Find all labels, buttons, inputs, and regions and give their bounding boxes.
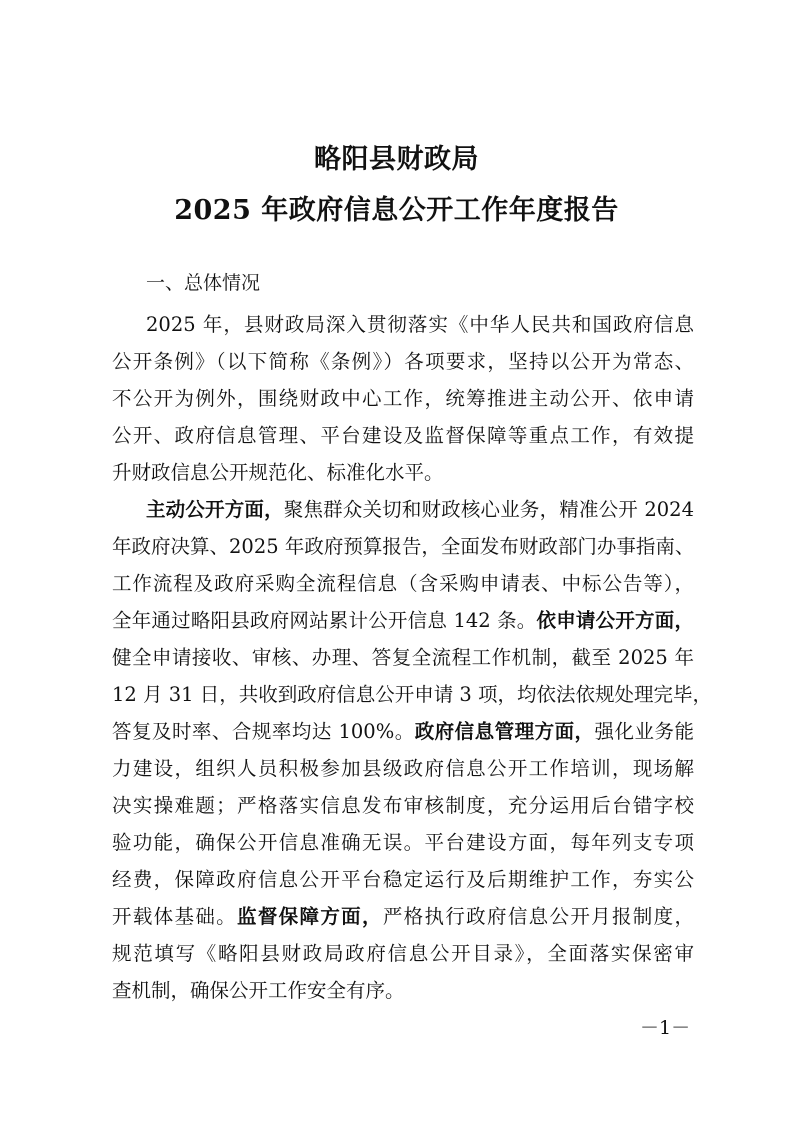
text-run: 聚焦群众关切和财政核心业务，精准公开 2024 xyxy=(283,498,694,521)
page-number: －1－ xyxy=(640,1017,691,1039)
paragraph-2-line: 决实操难题；严格落实信息发布审核制度，充分运用后台错字校 xyxy=(112,794,694,817)
paragraph-2-line xyxy=(112,717,694,747)
paragraph-1-line: 升财政信息公开规范化、标准化水平。 xyxy=(112,461,444,484)
bold-run: 政府信息管理方面， xyxy=(414,720,595,743)
paragraph-2-line xyxy=(112,902,694,932)
paragraph-2-line: 查机制，确保公开工作安全有序。 xyxy=(112,979,405,1002)
bold-run: 依申请公开方面， xyxy=(536,609,694,632)
document-title-line-1: 略阳县财政局 xyxy=(314,144,479,175)
section-heading: 一、总体情况 xyxy=(146,272,261,294)
paragraph-2-line: 工作流程及政府采购全流程信息（含采购申请表、中标公告等）， xyxy=(112,572,694,595)
bold-run: 监督保障方面， xyxy=(237,905,383,928)
text-run: 开载体基础。 xyxy=(112,905,237,928)
paragraph-2-line: 年政府决算、2025 年政府预算报告，全面发布财政部门办事指南、 xyxy=(112,535,695,558)
paragraph-2-line: 规范填写《略阳县财政局政府信息公开目录》，全面落实保密审 xyxy=(112,942,694,965)
text-run: 全年通过略阳县政府网站累计公开信息 142 条。 xyxy=(112,609,537,632)
text-run: 答复及时率、合规率均达 100%。 xyxy=(112,720,415,743)
paragraph-2-line: 力建设，组织人员积极参加县级政府信息公开工作培训，现场解 xyxy=(112,757,694,780)
text-run: 强化业务能 xyxy=(594,720,694,743)
text-run: 严格执行政府信息公开月报制度， xyxy=(382,905,694,928)
paragraph-2-line: 健全申请接收、审核、办理、答复全流程工作机制，截至 2025 年 xyxy=(112,646,694,669)
paragraph-2-line xyxy=(112,606,694,636)
paragraph-2-line: 验功能，确保公开信息准确无误。平台建设方面，每年列支专项 xyxy=(112,831,694,854)
paragraph-2-line xyxy=(146,495,694,525)
bold-run: 主动公开方面， xyxy=(146,498,284,521)
paragraph-1-line: 不公开为例外，围绕财政中心工作，统筹推进主动公开、依申请 xyxy=(112,387,694,410)
document-title-line-2: 2025 年政府信息公开工作年度报告 xyxy=(174,195,619,226)
paragraph-1-line: 2025 年，县财政局深入贯彻落实《中华人民共和国政府信息 xyxy=(146,313,694,336)
paragraph-2-line: 经费，保障政府信息公开平台稳定运行及后期维护工作，夯实公 xyxy=(112,868,694,891)
paragraph-2-line: 12 月 31 日，共收到政府信息公开申请 3 项，均依法依规处理完毕， xyxy=(112,683,713,706)
paragraph-1-line: 公开、政府信息管理、平台建设及监督保障等重点工作，有效提 xyxy=(112,424,694,447)
paragraph-1-line: 公开条例》（以下简称《条例》）各项要求，坚持以公开为常态、 xyxy=(112,350,694,373)
